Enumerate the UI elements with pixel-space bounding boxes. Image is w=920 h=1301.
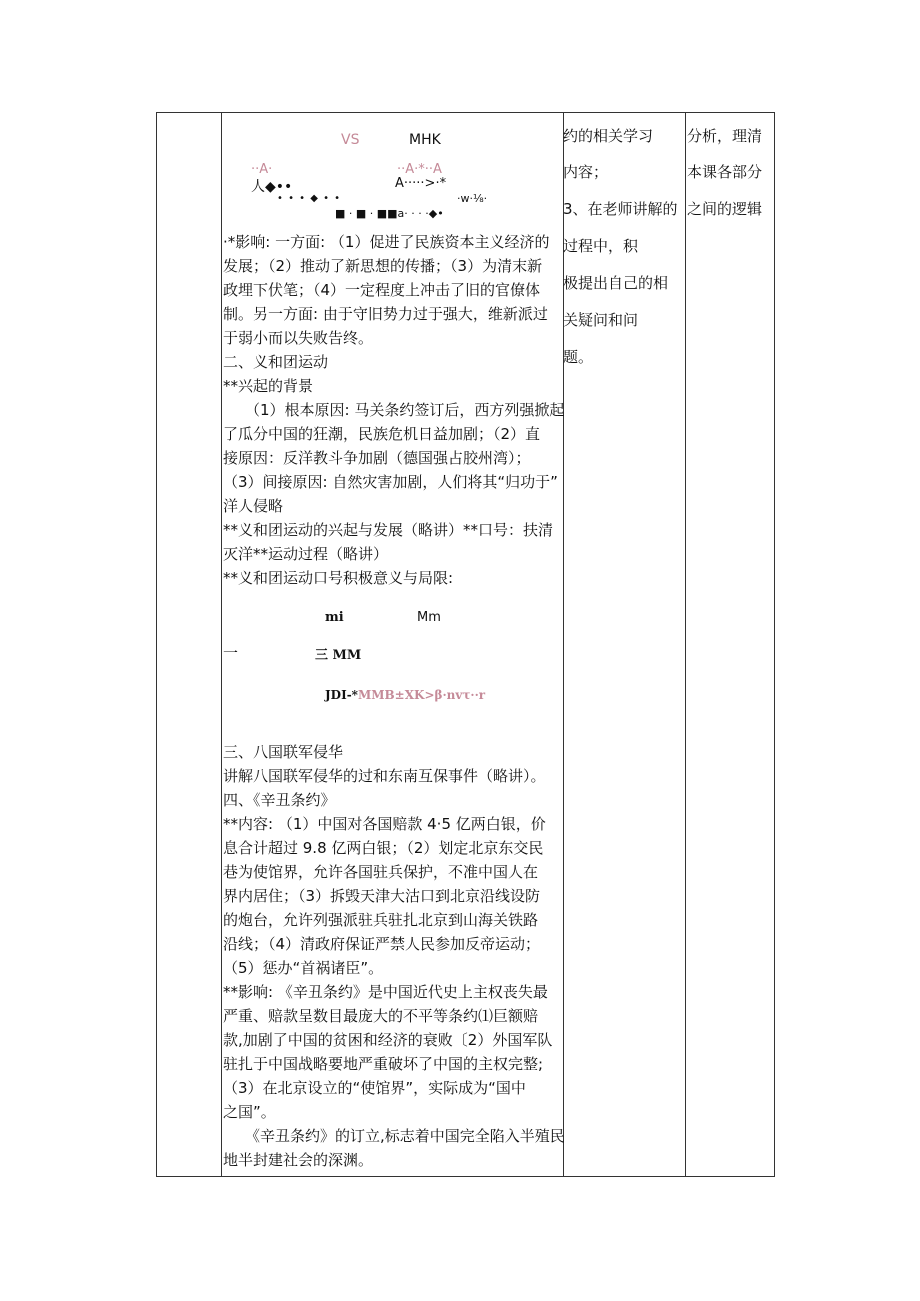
student-line: 内容； <box>563 163 609 181</box>
student-line: 3、在老师讲解的 <box>563 200 678 218</box>
figure-right-top: ··A·*··A <box>397 162 442 177</box>
body-line: 的炮台，允许列强派驻兵驻扎北京到山海关铁路 <box>223 911 539 929</box>
section-heading: 四、《辛丑条约》 <box>223 791 336 809</box>
figure-mhk-label: MHK <box>409 132 441 148</box>
figure2-jdi-prefix: JDI-* <box>325 688 358 702</box>
table-bottom-border <box>156 1176 775 1177</box>
student-line: 题。 <box>563 348 594 366</box>
body-line: 界内居住；（3）拆毁天津大沽口到北京沿线设防 <box>223 887 541 905</box>
body-line: 讲解八国联军侵华的过和东南互保事件（略讲）。 <box>223 767 546 785</box>
intent-line: 本课各部分 <box>687 163 763 181</box>
body-line: 地半封建社会的深渊。 <box>223 1151 374 1169</box>
figure-right-small: ·w·⅛· <box>457 192 488 205</box>
teaching-content-cell <box>221 112 563 1176</box>
table-border-4 <box>685 112 686 1176</box>
body-line: **义和团运动的兴起与发展（略讲）**口号：扶清 <box>223 521 554 539</box>
body-line: 之国”。 <box>223 1103 276 1121</box>
student-line: 关疑问和问 <box>563 311 639 329</box>
body-line: 严重、赔款呈数目最庞大的不平等条约⑴巨额赔 <box>223 1007 539 1025</box>
body-line: （5）惩办“首祸诸臣”。 <box>223 959 384 977</box>
figure-left-mid: 人◆•• <box>251 179 293 195</box>
body-line: **兴起的背景 <box>223 377 314 395</box>
intent-line: 分析，理清 <box>687 127 763 145</box>
body-line: 了瓜分中国的狂潮，民族危机日益加剧；（2）直 <box>223 425 541 443</box>
section-heading: 二、义和团运动 <box>223 353 329 371</box>
body-line: ·*影响: 一方面: （1）促进了民族资本主义经济的 <box>223 233 550 251</box>
figure-left-top: ··A· <box>251 162 273 177</box>
body-line: **内容: （1）中国对各国赔款 4·5 亿两白银，价 <box>223 815 546 833</box>
body-line: **影响: 《辛丑条约》是中国近代史上主权丧失最 <box>223 983 548 1001</box>
body-line: 沿线；（4）清政府保证严禁人民参加反帝运动； <box>223 935 541 953</box>
figure2-mm: Mm <box>417 610 441 625</box>
table-border-1 <box>156 112 157 1176</box>
body-line: 驻扎于中国战略要地严重破坏了中国的主权完整; <box>223 1055 544 1073</box>
body-line: 洋人侵略 <box>223 497 284 515</box>
body-line: 发展；（2）推动了新思想的传播；（3）为清末新 <box>223 257 543 275</box>
figure-right-mid: A·····>·* <box>395 176 447 191</box>
body-line: 息合计超过 9.8 亿两白银；（2）划定北京东交民 <box>223 839 544 857</box>
figure-row-4: ■ · ■ · ■■a· · · ·◆• <box>335 207 444 220</box>
body-line: 于弱小而以失败告终。 <box>223 329 374 347</box>
section-heading: 三、八国联军侵华 <box>223 743 344 761</box>
body-line: （3）间接原因: 自然灾害加剧，人们将其“归功于” <box>223 473 558 491</box>
body-line: **义和团运动口号积极意义与局限: <box>223 569 454 587</box>
figure2-jdi-rest: MMB±XK>β·nvτ··r <box>357 688 486 702</box>
student-line: 极提出自己的相 <box>563 274 669 292</box>
student-line: 约的相关学习 <box>563 127 654 145</box>
intent-line: 之间的逻辑 <box>687 200 763 218</box>
figure-row-3: • • • ◆ • • <box>277 193 342 204</box>
table-border-5 <box>774 112 775 1176</box>
figure2-dash: 一 <box>223 644 239 662</box>
figure2-jdi <box>325 688 485 702</box>
body-line: 巷为使馆界，允许各国驻兵保护，不准中国人在 <box>223 863 539 881</box>
body-line: 政埋下伏笔；（4）一定程度上冲击了旧的官僚体 <box>223 281 541 299</box>
figure-vs-label: VS <box>341 132 360 148</box>
body-line: （1）根本原因: 马关条约签订后，西方列强掀起 <box>245 401 565 419</box>
figure2-mi: mi <box>325 610 344 625</box>
body-line: 款,加剧了中国的贫困和经济的衰败〔2）外国军队 <box>223 1031 553 1049</box>
body-line: （3）在北京设立的“使馆界”，实际成为“国中 <box>223 1079 526 1097</box>
student-line: 过程中，积 <box>563 237 639 255</box>
body-line: 接原因：反洋教斗争加剧（德国强占胶州湾）； <box>223 449 531 467</box>
body-line: 制。另一方面: 由于守旧势力过于强大，维新派过 <box>223 305 548 323</box>
figure2-sanmm: 三 MM <box>315 648 362 663</box>
body-line: 灭洋**运动过程（略讲） <box>223 545 389 563</box>
body-line: 《辛丑条约》的订立,标志着中国完全陷入半殖民 <box>245 1127 565 1145</box>
